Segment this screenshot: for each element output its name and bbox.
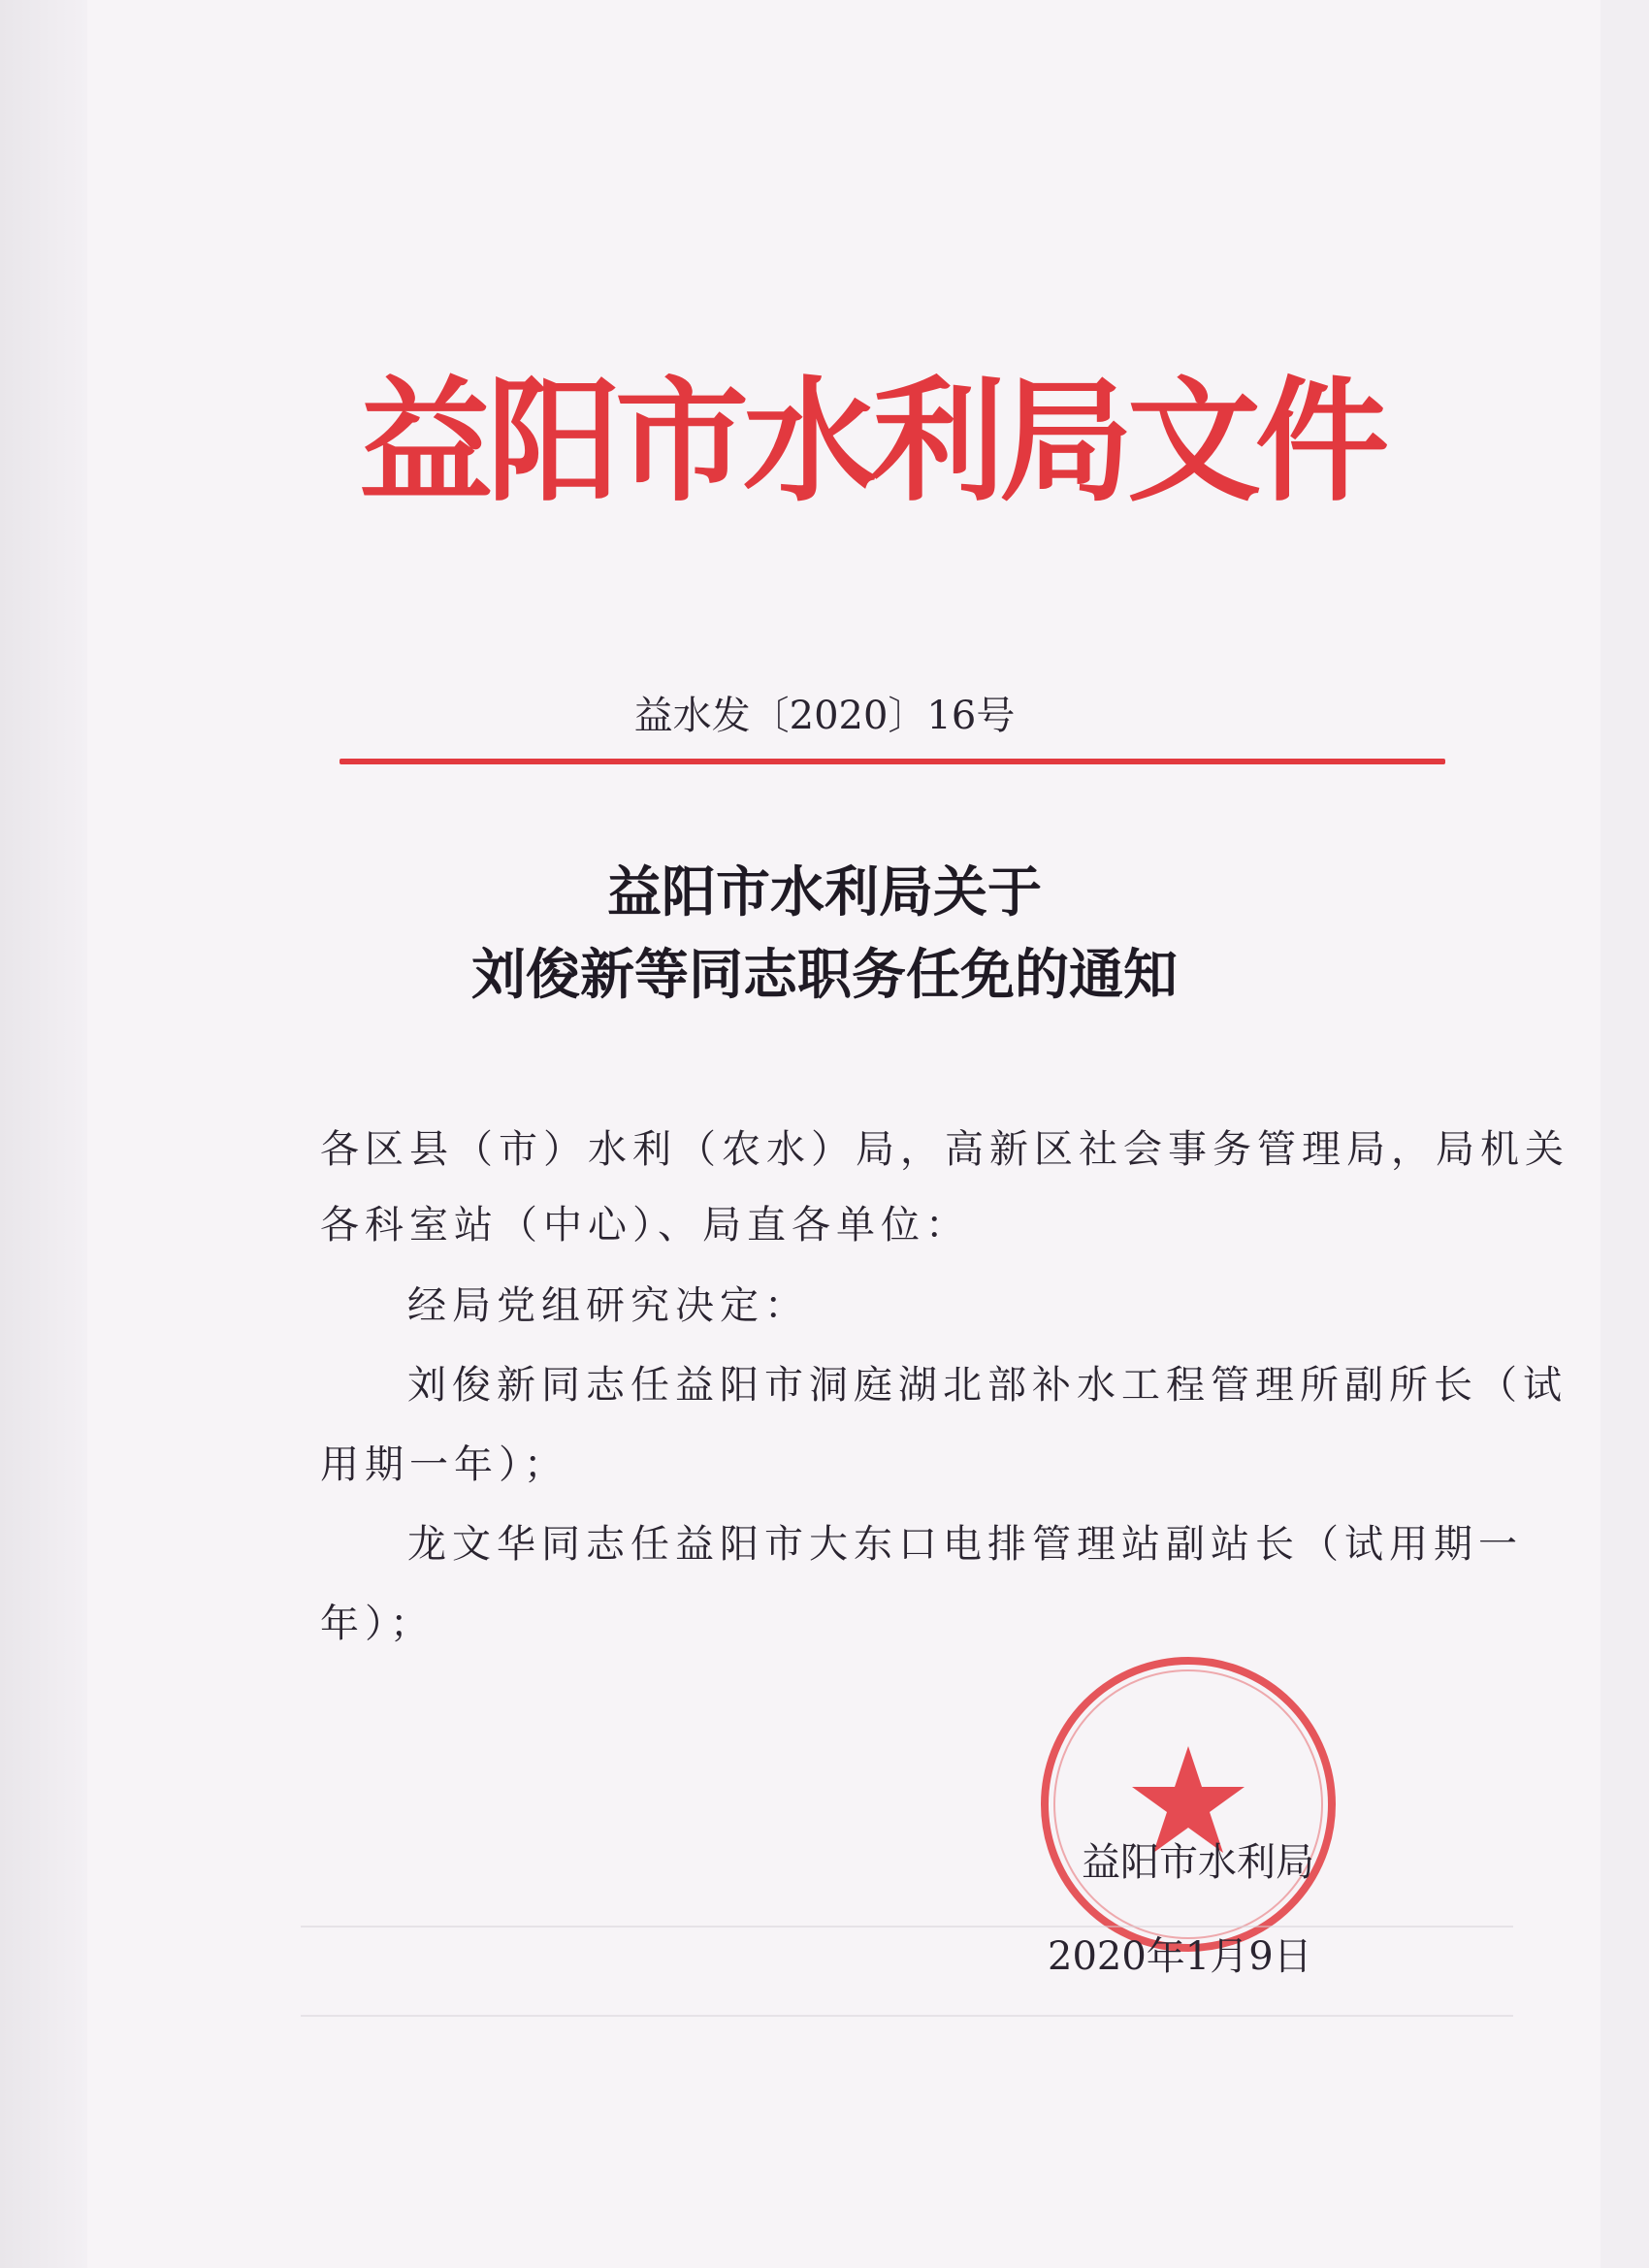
red-divider-line <box>340 759 1445 764</box>
notice-title-line2: 刘俊新等同志职务任免的通知 <box>471 943 1178 1007</box>
document-number: 益水发〔2020〕16号 <box>633 694 1016 738</box>
red-header-title: 益阳市水利局文件 <box>359 362 1384 520</box>
faint-bleedthrough-footer <box>301 1926 1513 2017</box>
decision-statement: 经局党组研究决定： <box>407 1283 809 1328</box>
appointment2-line1: 龙文华同志任益阳市大东口电排管理站副站长（试用期一 <box>407 1522 1523 1567</box>
recipients-line1: 各区县（市）水利（农水）局，高新区社会事务管理局，局机关 <box>320 1127 1569 1172</box>
appointment2-line2: 年）； <box>320 1602 435 1646</box>
signature-org: 益阳市水利局 <box>1082 1840 1314 1885</box>
appointment1-line1: 刘俊新同志任益阳市洞庭湖北部补水工程管理所副所长（试 <box>407 1363 1568 1408</box>
signature-date: 2020年1月9日 <box>1048 1934 1312 1979</box>
recipients-line2: 各科室站（中心）、局直各单位： <box>320 1203 970 1247</box>
official-seal-icon <box>1033 1649 1343 1960</box>
notice-title-line1: 益阳市水利局关于 <box>607 860 1042 924</box>
scan-edge <box>0 0 87 2268</box>
appointment1-line2: 用期一年）； <box>320 1442 568 1487</box>
